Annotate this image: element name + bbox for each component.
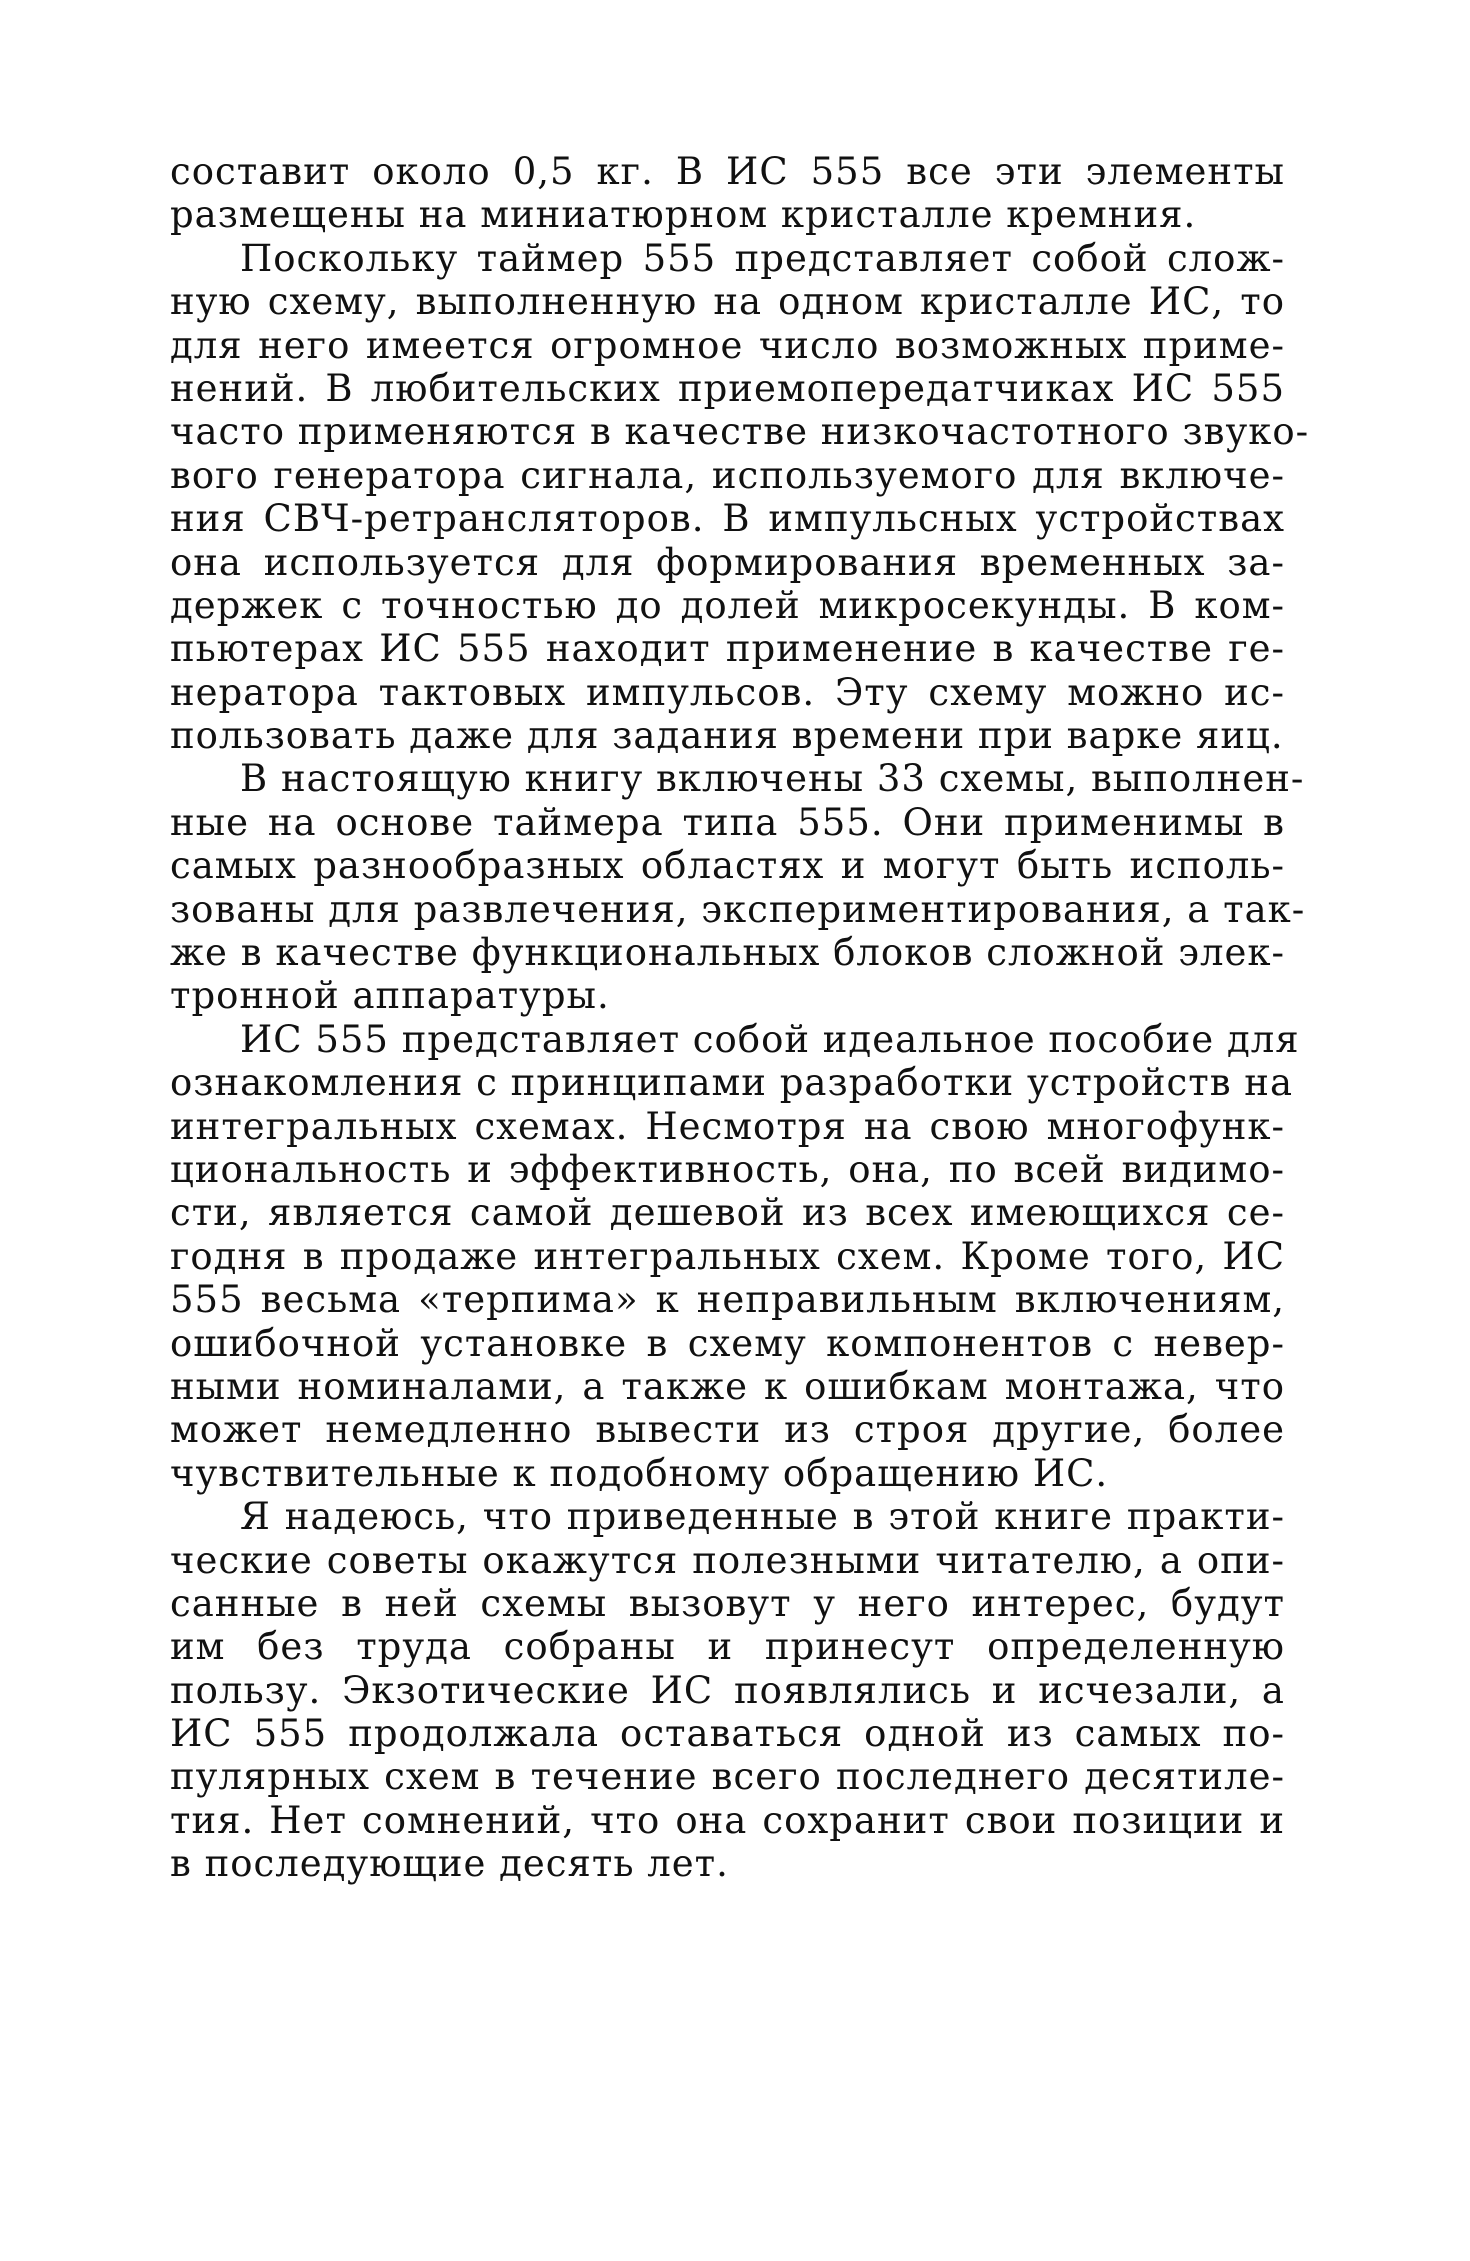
page-text xyxy=(170,150,1310,1886)
text-line: циональность и эффективность, она, по всей видимо- xyxy=(170,1147,1285,1191)
text-line: часто применяются в качестве низкочастотного звуко- xyxy=(170,410,1310,454)
text-line: пулярных схем в течение всего последнего десятиле- xyxy=(170,1755,1285,1799)
text-line: вого генератора сигнала, используемого для включе- xyxy=(170,453,1285,497)
text-line: же в качестве функциональных блоков сложной элек- xyxy=(170,931,1285,975)
paragraph xyxy=(170,1017,1300,1495)
paragraph xyxy=(170,150,1285,237)
text-line: ния СВЧ-ретрансляторов. В импульсных устройствах xyxy=(170,497,1285,541)
text-line: в последующие десять лет. xyxy=(170,1842,729,1886)
text-line: пользу. Экзотические ИС появлялись и исчезали, а xyxy=(170,1668,1285,1712)
paragraph xyxy=(170,757,1306,1018)
text-line: ИС 555 продолжала оставаться одной из самых по- xyxy=(170,1712,1285,1756)
text-line: пользовать даже для задания времени при варке яиц. xyxy=(170,714,1284,758)
text-line: размещены на миниатюрном кристалле кремния. xyxy=(170,193,1197,237)
text-line: санные в ней схемы вызовут у него интерес, будут xyxy=(170,1581,1285,1625)
text-line: ИС 555 представляет собой идеальное пособие для xyxy=(240,1017,1300,1061)
text-line: ную схему, выполненную на одном кристалле ИС, то xyxy=(170,280,1285,324)
text-line: им без труда собраны и принесут определенную xyxy=(170,1625,1285,1669)
text-line: ные на основе таймера типа 555. Они применимы в xyxy=(170,800,1285,844)
text-line: тия. Нет сомнений, что она сохранит свои позиции и xyxy=(170,1798,1285,1842)
text-line: Я надеюсь, что приведенные в этой книге практи- xyxy=(240,1495,1285,1539)
text-line: ознакомления с принципами разработки устройств на xyxy=(170,1061,1294,1105)
text-line: для него имеется огромное число возможных приме- xyxy=(170,323,1285,367)
text-line: ошибочной установке в схему компонентов с невер- xyxy=(170,1321,1285,1365)
text-line: зованы для развлечения, экспериментирования, а так- xyxy=(170,887,1306,931)
text-line: нератора тактовых импульсов. Эту схему можно ис- xyxy=(170,670,1285,714)
text-line: ческие советы окажутся полезными читателю, а опи- xyxy=(170,1538,1285,1582)
text-line: составит около 0,5 кг. В ИС 555 все эти элементы xyxy=(170,150,1285,193)
paragraph xyxy=(170,236,1310,758)
paragraph xyxy=(170,1495,1285,1886)
text-line: ными номиналами, а также к ошибкам монтажа, что xyxy=(170,1364,1285,1408)
text-line: чувствительные к подобному обращению ИС. xyxy=(170,1451,1109,1495)
text-line: сти, является самой дешевой из всех имеющихся се- xyxy=(170,1191,1285,1235)
text-line: самых разнообразных областях и могут быть исполь- xyxy=(170,844,1285,888)
text-line: 555 весьма «терпима» к неправильным включениям, xyxy=(170,1278,1285,1322)
text-line: тронной аппаратуры. xyxy=(170,974,610,1018)
text-line: пьютерах ИС 555 находит применение в качестве ге- xyxy=(170,627,1285,671)
text-line: держек с точностью до долей микросекунды. В ком- xyxy=(170,583,1285,627)
text-line: интегральных схемах. Несмотря на свою многофунк- xyxy=(170,1104,1285,1148)
text-line: В настоящую книгу включены 33 схемы, выполнен- xyxy=(240,757,1305,801)
text-line: годня в продаже интегральных схем. Кроме того, ИС xyxy=(170,1234,1285,1278)
text-line: она используется для формирования временных за- xyxy=(170,540,1285,584)
text-line: нений. В любительских приемопередатчиках ИС 555 xyxy=(170,366,1285,410)
text-line: может немедленно вывести из строя другие, более xyxy=(170,1408,1285,1452)
text-line: Поскольку таймер 555 представляет собой слож- xyxy=(240,236,1285,280)
